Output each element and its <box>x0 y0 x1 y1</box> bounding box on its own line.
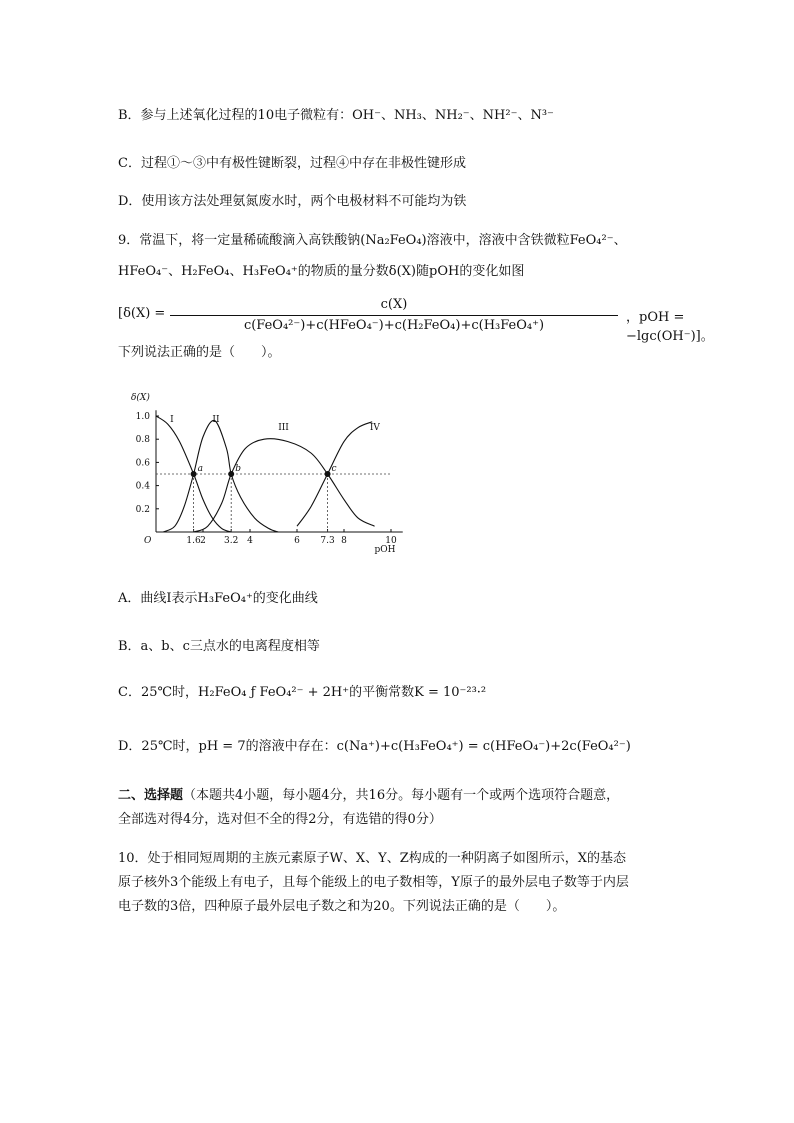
section-2-line-2: 全部选对得4分，选对但不全的得2分，有选错的得0分） <box>118 812 442 827</box>
y-axis-label: δ(X) <box>131 393 150 404</box>
curve-label-IV: IV <box>369 422 380 433</box>
y-tick-label: 0.6 <box>135 458 150 469</box>
option-c: C．25℃时，H₂FeO₄ ƒ FeO₄²⁻ + 2H⁺的平衡常数K = 10⁻²³·² <box>118 685 487 700</box>
question-9-prompt: 下列说法正确的是（ ）。 <box>118 345 281 360</box>
point-b <box>228 471 234 477</box>
x-tick-label: 10 <box>385 536 397 546</box>
formula-denominator: c(FeO₄²⁻)+c(HFeO₄⁻)+c(H₂FeO₄)+c(H₃FeO₄⁺) <box>243 318 545 333</box>
x-tick-label: 4 <box>247 536 253 546</box>
x-tick-label: 2 <box>200 536 206 546</box>
point-label-b: b <box>235 464 241 474</box>
point-label-c: c <box>331 464 337 474</box>
option-b-line: B．参与上述氧化过程的10电子微粒有：OH⁻、NH₃、NH₂⁻、NH²⁻、N³⁻ <box>118 108 554 123</box>
point-a <box>191 471 197 477</box>
formula-lhs: [δ(X) = <box>118 306 166 321</box>
formula-numerator: c(X) <box>380 297 408 312</box>
question-10-line-1: 10．处于相同短周期的主族元素原子W、X、Y、Z构成的一种阴离子如图所示，X的基态 <box>118 851 627 866</box>
point-c <box>325 471 331 477</box>
option-d: D．25℃时，pH = 7的溶液中存在：c(Na⁺)+c(H₃FeO₄⁺) = c(HFeO₄⁻)+2c(FeO₄²⁻) <box>118 739 631 754</box>
x-tick-label: 6 <box>294 536 300 546</box>
curve-label-II: II <box>212 414 220 425</box>
x-axis-label: pOH <box>374 545 396 555</box>
y-tick-label: 0.2 <box>135 504 150 515</box>
delta-pOH-chart <box>128 390 397 560</box>
curve-label-I: I <box>170 414 174 425</box>
section-2-title: 二、选择题 <box>118 788 184 803</box>
curve-label-III: III <box>278 422 289 433</box>
x-tick-label: 7.3 <box>320 536 335 546</box>
formula-rhs: ，pOH = −lgc(OH⁻)]。 <box>626 310 714 344</box>
point-label-a: a <box>197 464 203 474</box>
question-9-line-2: HFeO₄⁻、H₂FeO₄、H₃FeO₄⁺的物质的量分数δ(X)随pOH的变化如图 <box>118 264 525 279</box>
delta-formula <box>118 296 714 344</box>
y-tick-label: 1.0 <box>135 412 150 422</box>
x-tick-label: 1.6 <box>186 536 201 546</box>
option-d-line: D．使用该方法处理氨氮废水时，两个电极材料不可能均为铁 <box>118 194 467 209</box>
formula-fraction <box>170 296 618 335</box>
option-a: A．曲线Ⅰ表示H₃FeO₄⁺的变化曲线 <box>118 591 318 606</box>
question-9-line-1: 9．常温下，将一定量稀硫酸滴入高铁酸钠(Na₂FeO₄)溶液中，溶液中含铁微粒FeO₄²⁻、 <box>118 233 627 248</box>
origin-label: O <box>144 536 152 546</box>
curve-III <box>194 439 375 532</box>
fraction-bar <box>170 315 618 316</box>
x-tick-label: 3.2 <box>224 536 239 546</box>
y-tick-label: 0.8 <box>135 435 150 446</box>
question-10-line-2: 原子核外3个能级上有电子，且每个能级上的电子数相等，Y原子的最外层电子数等于内层 <box>118 875 629 890</box>
x-tick-label: 8 <box>341 536 347 546</box>
curve-II <box>163 420 278 532</box>
section-2-description: （本题共4小题，每小题4分，共16分。每小题有一个或两个选项符合题意， <box>183 788 620 803</box>
option-b: B．a、b、c三点水的电离程度相等 <box>118 639 320 654</box>
option-c-line: C．过程①～③中有极性键断裂，过程④中存在非极性键形成 <box>118 156 466 171</box>
y-tick-label: 0.4 <box>135 481 150 492</box>
section-2-header <box>118 787 619 805</box>
question-10-line-3: 电子数的3倍，四种原子最外层电子数之和为20。下列说法正确的是（ ）。 <box>118 899 566 914</box>
